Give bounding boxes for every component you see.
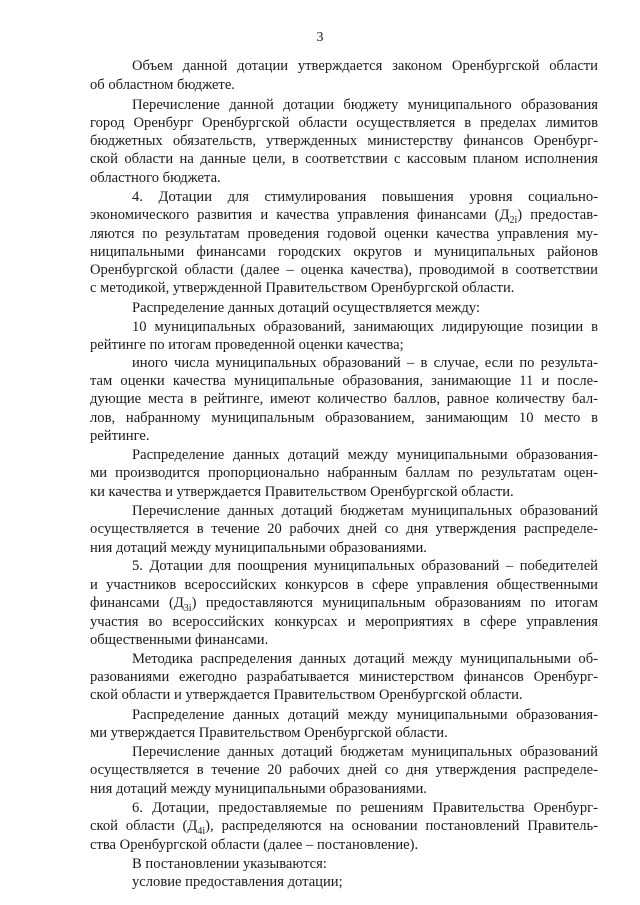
text-line: ляются по результатам проведения годовой оценки качества управления му-: [90, 226, 598, 242]
text-line: областного бюджета.: [90, 170, 221, 186]
text-line: разованиями ежегодно разрабатывается министерством финансов Оренбург-: [90, 669, 598, 685]
text-line: рейтинге по итогам проведенной оценки качества;: [90, 337, 404, 353]
text-line: ки качества и утверждается Правительством Оренбургской области.: [90, 484, 514, 500]
text-line: Перечисление данных дотаций бюджетам муниципальных образований: [132, 503, 598, 519]
text-line: общественными финансами.: [90, 632, 269, 648]
text-line: финансами $(Д_{3i})$ предоставляются муниципальным образованиям по итогам: [90, 595, 598, 614]
text-line: ства Оренбургской области (далее – постановление).: [90, 837, 419, 853]
text-line: там оценки качества муниципальные образования, занимающие 11 и после-: [90, 373, 598, 389]
text-line: лов, набранному муниципальным образованием, занимающим 10 место в: [90, 410, 598, 426]
text-line: иного числа муниципальных образований – в случае, если по результа-: [132, 355, 598, 371]
text-line: ния дотаций между муниципальными образованиями.: [90, 540, 427, 556]
text-line: с методикой, утвержденной Правительством Оренбургской области.: [90, 280, 515, 296]
text-line: Методика распределения данных дотаций между муниципальными об-: [132, 651, 598, 667]
text-line: 10 муниципальных образований, занимающих лидирующие позиции в: [132, 319, 598, 335]
text-line: дующие места в рейтинге, имеют количество баллов, равное количеству бал-: [90, 391, 598, 407]
text-line: и участников всероссийских конкурсов в сфере управления общественными: [90, 577, 598, 593]
text-line: осуществляется в течение 20 рабочих дней со дня утверждения распределе-: [90, 521, 598, 537]
text-line: рейтинге.: [90, 428, 150, 444]
text-line: Распределение данных дотаций осуществляется между:: [132, 300, 480, 316]
text-line: Оренбургской области (далее – оценка качества), проводимой в соответствии: [90, 262, 598, 278]
text-line: ской области на данные цели, в соответствии с кассовым планом исполнения: [90, 151, 598, 167]
text-line: В постановлении указываются:: [132, 856, 327, 872]
page-number: 3: [316, 30, 324, 45]
text-line: Перечисление данных дотаций бюджетам муниципальных образований: [132, 744, 598, 760]
text-line: условие предоставления дотации;: [132, 874, 343, 890]
text-line: ми утверждается Правительством Оренбургской области.: [90, 725, 448, 741]
text-line: Распределение данных дотаций между муниципальными образования-: [132, 707, 598, 723]
text-line: ми производится пропорционально набранным баллам по результатам оцен-: [90, 465, 598, 481]
text-line: Объем данной дотации утверждается законом Оренбургской области: [132, 58, 598, 74]
text-line: ния дотаций между муниципальными образованиями.: [90, 781, 427, 797]
text-line: участия во всероссийских конкурсах и мероприятиях в сфере управления: [90, 614, 598, 630]
text-line: Перечисление данной дотации бюджету муниципального образования: [132, 97, 598, 113]
text-line: Распределение данных дотаций между муниципальными образования-: [132, 447, 598, 463]
text-line: 4. Дотации для стимулирования повышения уровня социально-: [132, 189, 598, 205]
text-line: город Оренбург Оренбургской области осуществляется в пределах лимитов: [90, 115, 598, 131]
text-line: 5. Дотации для поощрения муниципальных образований – победителей: [132, 558, 598, 574]
text-line: 6. Дотации, предоставляемые по решениям Правительства Оренбург-: [132, 800, 598, 816]
text-line: ской области $(Д_{4i})$, распределяются на основании постановлений Правитель-: [90, 818, 599, 837]
text-line: осуществляется в течение 20 рабочих дней со дня утверждения распределе-: [90, 762, 598, 778]
text-line: бюджетных обязательств, утвержденных министерству финансов Оренбург-: [90, 133, 598, 149]
text-line: об областном бюджете.: [90, 77, 235, 93]
text-line: ниципальными финансами городских округов и муниципальных районов: [90, 244, 598, 260]
text-line: экономического развития и качества управления финансами $(Д_{2i})$ предостав-: [90, 207, 598, 226]
text-line: ской области и утверждается Правительством Оренбургской области.: [90, 687, 523, 703]
